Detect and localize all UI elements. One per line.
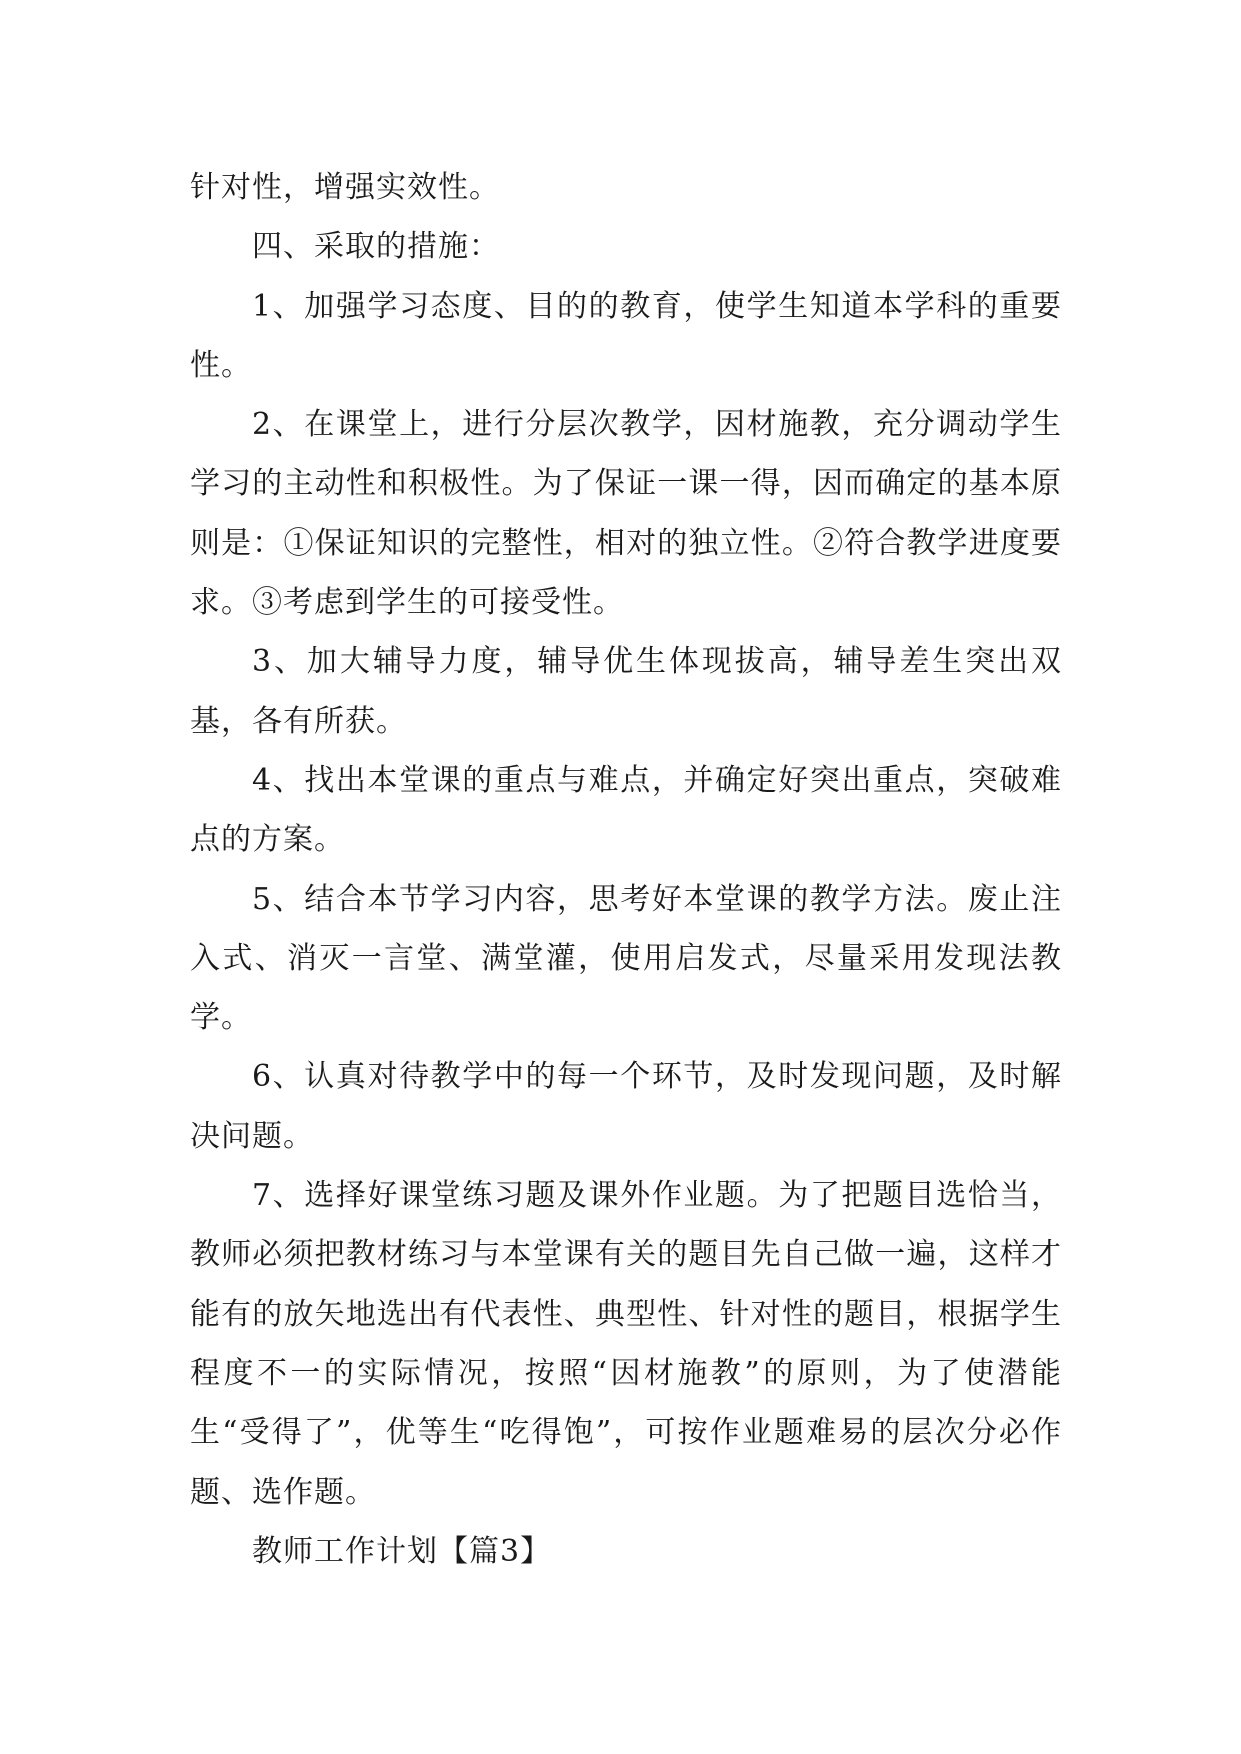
section-heading-measures: 四、采取的措施： — [252, 229, 500, 265]
paragraph-measure-4: 4、找出本堂课的重点与难点，并确定好突出重点，突破难点的方案。 — [190, 762, 1062, 858]
document-body — [190, 158, 1062, 1581]
paragraph-continuation: 针对性，增强实效性。 — [190, 170, 500, 205]
section-title-plan-3: 教师工作计划【篇3】 — [252, 1533, 552, 1569]
paragraph-measure-3: 3、加大辅导力度，辅导优生体现拔高，辅导差生突出双基，各有所获。 — [190, 644, 1062, 739]
paragraph-measure-2: 2、在课堂上，进行分层次教学，因材施教，充分调动学生学习的主动性和积极性。为了保证一课一得，因而确定的基本原则是：①保证知识的完整性，相对的独立性。②符合教学进度要求。③考虑到学生的可接受性。 — [190, 407, 1062, 621]
paragraph-measure-7: 7、选择好课堂练习题及课外作业题。为了把题目选恰当，教师必须把教材练习与本堂课有关的题目先自己做一遍，这样才能有的放矢地选出有代表性、典型性、针对性的题目，根据学生程度不一的实际情况，按照“因材施教”的原则，为了使潜能生“受得了”，优等生“吃得饱”，可按作业题难易的层次分必作题、选作题。 — [190, 1178, 1062, 1510]
paragraph-measure-6: 6、认真对待教学中的每一个环节，及时发现问题，及时解决问题。 — [190, 1059, 1062, 1154]
paragraph-measure-1: 1、加强学习态度、目的的教育，使学生知道本学科的重要性。 — [190, 288, 1062, 383]
paragraph-measure-5: 5、结合本节学习内容，思考好本堂课的教学方法。废止注入式、消灭一言堂、满堂灌，使用启发式，尽量采用发现法教学。 — [190, 881, 1062, 1036]
